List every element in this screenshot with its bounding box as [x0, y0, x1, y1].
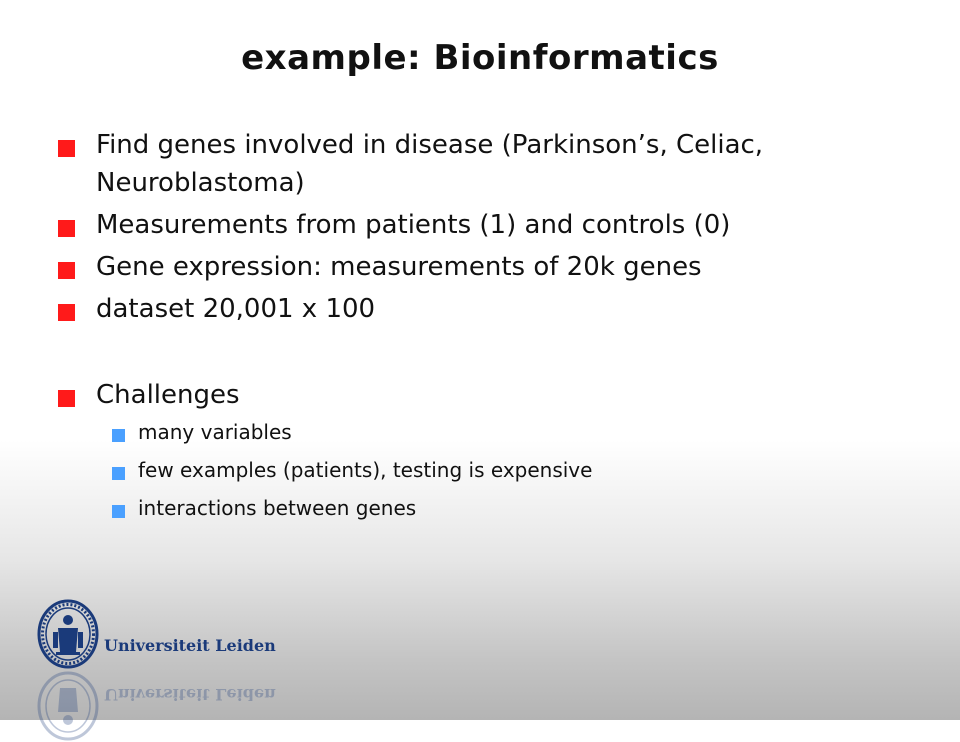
- bullet-item: [58, 206, 938, 244]
- logo-reflection: [36, 620, 276, 704]
- sub-bullet-list: [96, 418, 938, 522]
- bullet-text: Challenges: [96, 380, 240, 410]
- red-square-bullet-icon: [58, 262, 75, 279]
- red-square-bullet-icon: [58, 304, 75, 321]
- bullet-item-challenges: [58, 376, 938, 522]
- university-name-reflection: Universiteit Leiden: [104, 685, 276, 704]
- blue-square-bullet-icon: [112, 467, 125, 480]
- sub-bullet-text: interactions between genes: [138, 496, 417, 520]
- bullet-list: [58, 126, 938, 532]
- bullet-text: Gene expression: measurements of 20k genes: [96, 252, 702, 282]
- red-square-bullet-icon: [58, 140, 75, 157]
- bullet-text: Find genes involved in disease (Parkinson’s, Celiac, Neuroblastoma): [96, 130, 764, 198]
- bullet-text: Measurements from patients (1) and controls (0): [96, 210, 731, 240]
- sub-bullet-text: few examples (patients), testing is expensive: [138, 458, 593, 482]
- sub-bullet-text: many variables: [138, 420, 292, 444]
- bullet-text: dataset 20,001 x 100: [96, 294, 376, 324]
- bullet-item: [58, 248, 938, 286]
- red-square-bullet-icon: [58, 220, 75, 237]
- sub-bullet-item: [100, 456, 938, 484]
- blue-square-bullet-icon: [112, 429, 125, 442]
- bullet-item: [58, 290, 938, 328]
- bullet-item: [58, 126, 938, 202]
- sub-bullet-item: [100, 418, 938, 446]
- slide-title: example: Bioinformatics: [241, 38, 719, 78]
- university-seal-reflection-icon: [36, 670, 100, 742]
- university-name: Universiteit Leiden: [104, 636, 276, 655]
- blue-square-bullet-icon: [112, 505, 125, 518]
- sub-bullet-item: [100, 494, 938, 522]
- red-square-bullet-icon: [58, 390, 75, 407]
